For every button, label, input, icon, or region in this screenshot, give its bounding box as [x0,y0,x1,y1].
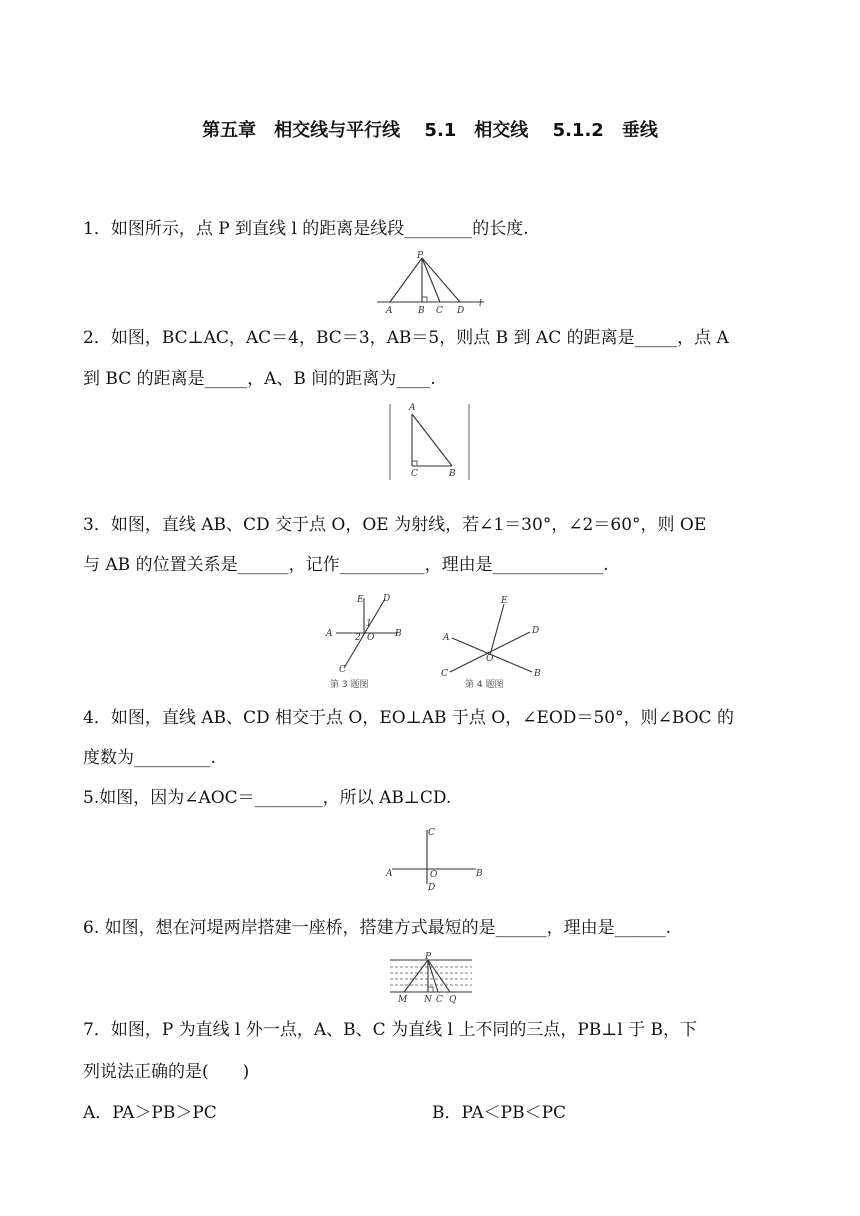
label-o: O [486,654,494,664]
figure-4 [438,592,548,692]
figure-4-caption: 第 4 题图 [465,680,504,690]
label-a: A [443,633,450,643]
question-2-line-1: 2．如图，BC⊥AC，AC＝4，BC＝3，AB＝5，则点 B 到 AC 的距离是_____，点 A [83,328,729,348]
segment-pd [422,258,460,302]
label-d: D [532,626,540,636]
label-c: C [436,995,443,1005]
label-c: C [436,306,443,316]
segment-pm [404,960,428,992]
question-3-line-1: 3．如图，直线 AB、CD 交于点 O，OE 为射线，若∠1＝30°，∠2＝60°，则 OE [83,515,707,535]
label-l: l [479,299,482,309]
question-7-line-1: 7．如图，P 为直线 l 外一点，A、B、C 为直线 l 上不同的三点，PB⊥l 于 B，下 [83,1020,697,1040]
label-a: A [326,629,333,639]
label-b: B [534,669,541,679]
question-4-line-1: 4．如图，直线 AB、CD 相交于点 O，EO⊥AB 于点 O，∠EOD＝50°，则∠BOC 的 [83,708,734,728]
label-b: B [476,869,483,879]
figure-1 [372,252,492,316]
angle-1-label: 1 [366,619,372,629]
label-b: B [449,469,456,479]
label-o: O [430,870,438,880]
label-a: A [386,869,393,879]
side-ab [412,414,452,466]
question-2-line-2: 到 BC 的距离是_____，A、B 间的距离为____. [83,369,436,389]
label-d: D [457,306,465,316]
label-e: E [357,595,364,605]
question-4-line-2: 度数为_________. [83,748,216,768]
segment-pa [390,258,422,302]
label-q: Q [449,995,457,1005]
question-7-option-b[interactable]: B．PA＜PB＜PC [432,1103,567,1123]
figure-5 [384,826,494,892]
figure-3-caption: 第 3 题图 [330,680,369,690]
question-3-line-2: 与 AB 的位置关系是______，记作__________，理由是_____________. [83,555,609,575]
label-d: D [428,883,436,893]
label-p: P [417,251,424,261]
question-7-option-a[interactable]: A．PA＞PB＞PC [83,1103,217,1123]
segment-pc [422,258,440,302]
label-c: C [339,665,346,675]
label-d: D [383,594,391,604]
question-7-line-2: 列说法正确的是( ) [83,1062,250,1082]
page-title: 第五章 相交线与平行线 5.1 相交线 5.1.2 垂线 [202,120,658,141]
label-o: O [367,633,375,643]
label-e: E [501,596,508,606]
ray-oe [490,604,504,655]
label-a: A [409,403,416,413]
figure-2 [388,400,472,484]
label-c: C [428,828,435,838]
label-n: N [424,995,432,1005]
right-angle-mark [428,987,433,992]
label-p: P [425,952,432,962]
figure-3 [322,590,412,690]
right-angle-mark [412,461,417,466]
question-5-text: 5.如图，因为∠AOC＝________，所以 AB⊥CD. [83,788,452,808]
figure-6 [388,952,474,1006]
label-a: A [386,306,393,316]
label-c: C [411,469,418,479]
question-1-text: 1．如图所示，点 P 到直线 l 的距离是线段________的长度. [83,219,529,239]
question-6-text: 6. 如图，想在河堤两岸搭建一座桥，搭建方式最短的是______，理由是______. [83,918,672,938]
label-b: B [418,306,425,316]
label-m: M [398,995,408,1005]
right-angle-mark [422,297,427,302]
label-b: B [395,629,402,639]
angle-2-label: 2 [355,633,361,643]
label-c: C [441,669,448,679]
